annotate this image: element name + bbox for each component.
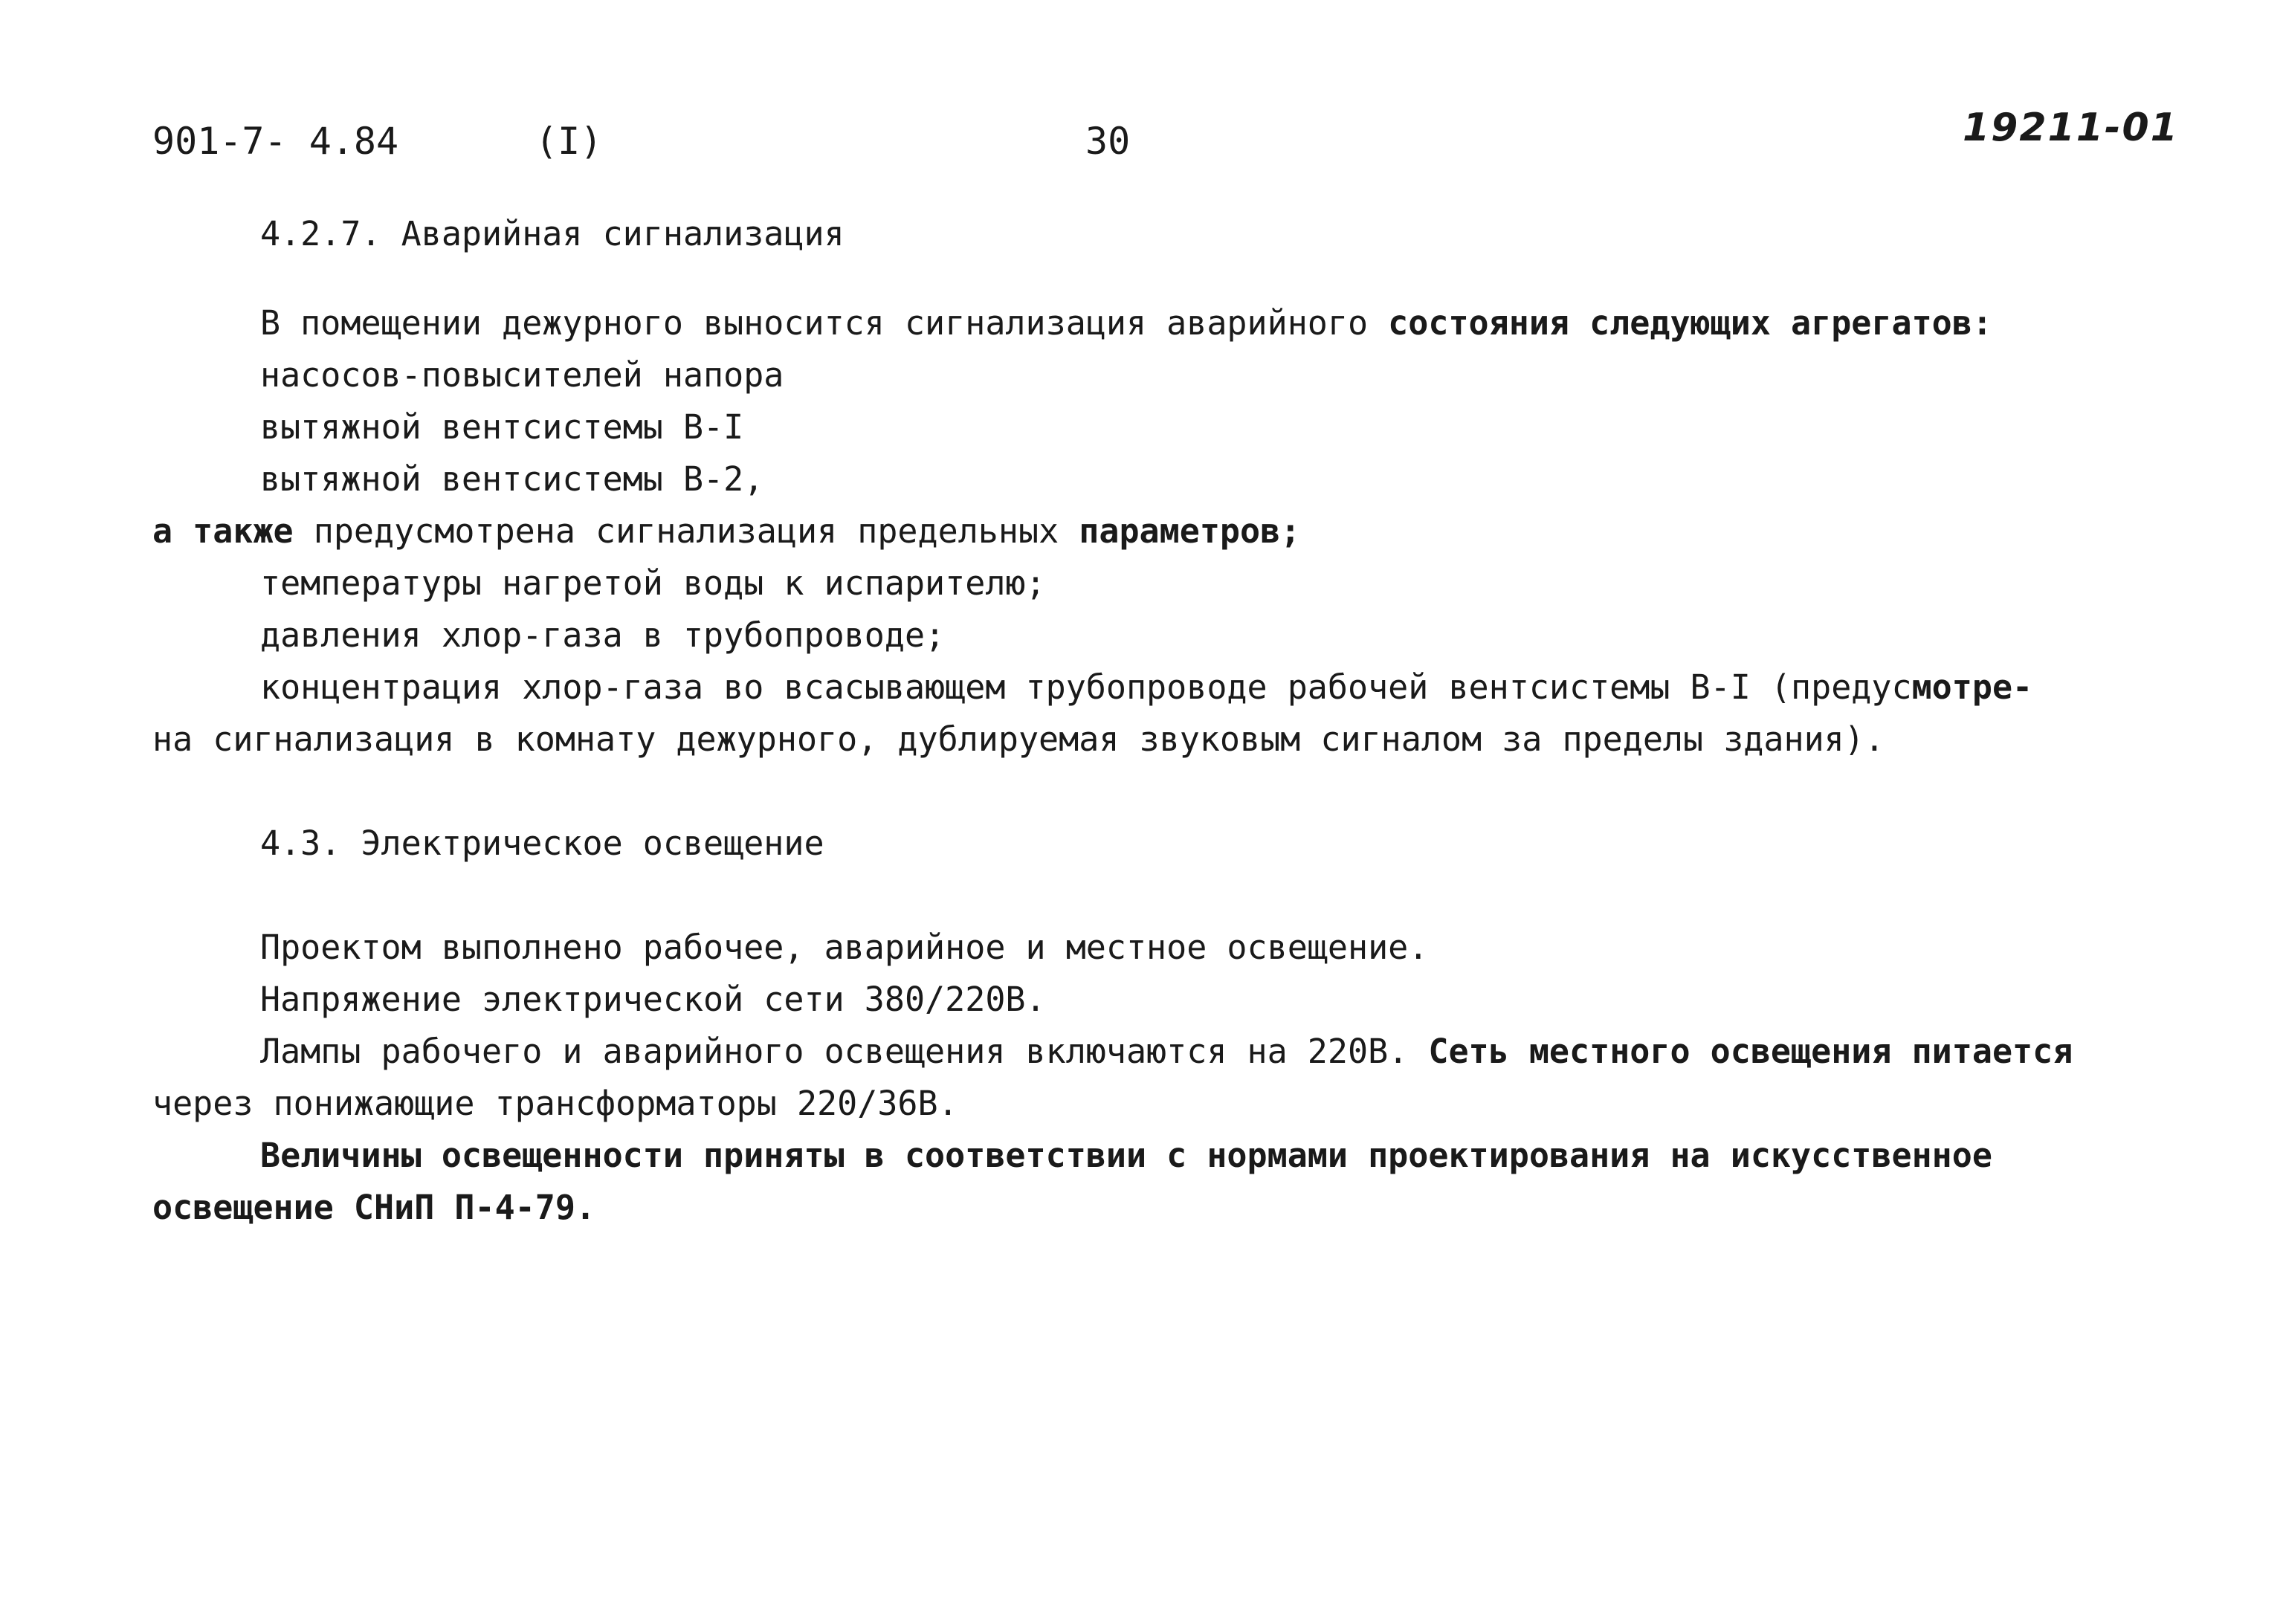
alarm-intro-normal: В помещении дежурного выносится сигнализация аварийного — [260, 303, 1389, 343]
lamps-voltage-bold: Сеть местного освещения питается — [1428, 1032, 2073, 1071]
inventory-number: 19211-01 — [1963, 106, 2179, 150]
param-conc-normal: концентрация хлор-газа во всасывающем трубопроводе рабочей вентсистемы В-I (предус — [260, 667, 1912, 707]
alarm-item-pumps: насосов-повысителей напора — [260, 355, 784, 395]
lighting-types: Проектом выполнено рабочее, аварийное и местное освещение. — [260, 928, 1429, 967]
param-water-temp: температуры нагретой воды к испарителю; — [260, 563, 1046, 603]
network-voltage: Напряжение электрической сети 380/220В. — [260, 980, 1046, 1019]
illuminance-bold: на искусственное — [1670, 1136, 1992, 1175]
illuminance-normal: Величины освещенности приняты в соответствии с нормами проектирования — [260, 1136, 1670, 1175]
limit-params-line — [152, 509, 1300, 554]
illuminance-line1 — [260, 1133, 1992, 1178]
param-chlorine-pressure: давления хлор-газа в трубопроводе; — [260, 615, 946, 655]
document-code: 901-7- 4.84 — [152, 120, 399, 163]
illuminance-line2: освещение СНиП П-4-79. — [152, 1188, 596, 1227]
limit-params-normal: предусмотрена сигнализация предельных — [293, 511, 1079, 551]
alarm-item-vent-b2: вытяжной вентсистемы В-2, — [260, 459, 764, 499]
param-chlorine-concentration-line2: на сигнализация в комнату дежурного, дублируемая звуковым сигналом за пределы здания). — [152, 719, 1885, 759]
lamps-voltage-line1 — [260, 1029, 2073, 1074]
limit-params-bold-start: а также — [152, 511, 294, 551]
alarm-intro-bold: состояния следующих агрегатов: — [1388, 303, 1992, 343]
alarm-item-vent-b1: вытяжной вентсистемы В-I — [260, 407, 744, 447]
section-heading-427: 4.2.7. Аварийная сигнализация — [260, 214, 845, 253]
alarm-intro-line — [260, 301, 1992, 346]
sheet-marker: (I) — [535, 120, 603, 163]
lamps-voltage-normal: Лампы рабочего и аварийного освещения включаются на 220В. — [260, 1032, 1429, 1071]
lamps-voltage-line2: через понижающие трансформаторы 220/36В. — [152, 1084, 958, 1123]
param-chlorine-concentration-line1 — [260, 665, 2032, 710]
page-number: 30 — [1085, 120, 1131, 163]
section-heading-43: 4.3. Электрическое освещение — [260, 824, 824, 863]
param-conc-bold: мотре- — [1911, 667, 2033, 707]
limit-params-bold-end: параметров; — [1079, 511, 1301, 551]
